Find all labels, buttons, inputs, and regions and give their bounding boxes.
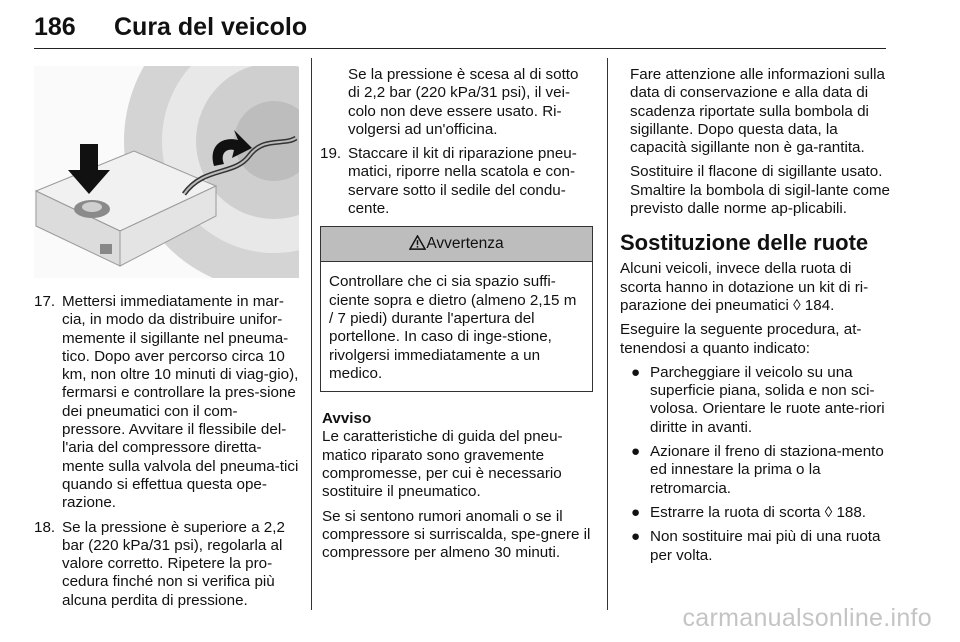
note-paragraph: Le caratteristiche di guida del pneu-matico riparato sono gravemente compromesse, per cui è necessario sostituire il pneumatico. bbox=[322, 428, 563, 501]
step-number: 18. bbox=[34, 518, 56, 536]
column-3 bbox=[620, 66, 890, 571]
list-item-text: Azionare il freno di staziona-mento ed innestare la prima o la retromarcia. bbox=[650, 443, 884, 497]
step-18-continuation: Se la pressione è scesa al di sotto di 2,2 bar (220 kPa/31 psi), il vei-colo non deve essere usato. Ri-volgersi ad un'officina. bbox=[348, 66, 579, 138]
list-item: ● Azionare il freno di staziona-mento ed innestare la prima o la retromarcia. bbox=[631, 443, 884, 497]
column-divider bbox=[607, 58, 608, 610]
step-text: Mettersi immediatamente in mar-cia, in modo da distribuire unifor-memente il sigillante nel pneuma-tico. Dopo aver percorso circa 10 km, non oltre 10 minuti di viag-gio), fermarsi e controllare la pres-sione dei pneumatici con il com-pressore. Avvitare il flessibile del-l'aria del compressore diretta-mente sulla valvola del pneuma-tici quando si effettua questa ope-razione. bbox=[62, 293, 299, 512]
list-item-text: Estrarre la ruota di scorta ◊ 188. bbox=[650, 503, 867, 521]
paragraph: Eseguire la seguente procedura, at-tenendosi a quanto indicato: bbox=[620, 321, 862, 357]
section-title: Sostituzione delle ruote bbox=[620, 230, 869, 256]
step-text: Staccare il kit di riparazione pneu-matici, riporre nella scatola e con-servare sotto il sedile del condu-cente. bbox=[348, 145, 577, 218]
paragraph: Fare attenzione alle informazioni sulla data di conservazione e alla data di scadenza riportate sulla bombola di sigillante. Dopo questa data, la capacità sigillante non è ga-rantita. bbox=[630, 66, 885, 157]
paragraph: Sostituire il flacone di sigillante usato. Smaltire la bombola di sigil-lante come previsto dalle norme ap-plicabili. bbox=[630, 163, 890, 218]
warning-box bbox=[320, 226, 593, 392]
warning-header bbox=[321, 227, 592, 262]
note-block bbox=[320, 410, 593, 562]
list-item-text: Parcheggiare il veicolo su una superficie piana, solida e non sci-volosa. Orientare le ruote ante-riori diritte in avanti. bbox=[650, 363, 885, 436]
column-divider bbox=[311, 58, 312, 610]
step-18 bbox=[34, 519, 299, 610]
note-paragraph: Se si sentono rumori anomali o se il compressore si surriscalda, spe-gnere il compressore per almeno 30 minuti. bbox=[322, 507, 591, 562]
compressor-illustration bbox=[34, 66, 299, 278]
step-number: 17. bbox=[34, 293, 56, 310]
watermark: carmanualsonline.info bbox=[682, 604, 932, 632]
step-19 bbox=[320, 145, 593, 218]
list-item-text: Non sostituire mai più di una ruota per volta. bbox=[650, 528, 881, 564]
note-title: Avviso bbox=[322, 410, 372, 428]
column-2 bbox=[320, 66, 593, 569]
page-header bbox=[34, 6, 886, 49]
column-1 bbox=[34, 293, 299, 616]
chapter-title: Cura del veicolo bbox=[114, 13, 308, 41]
step-17 bbox=[34, 293, 299, 513]
step-text: Se la pressione è superiore a 2,2 bar (220 kPa/31 psi), regolarla al valore corretto. Ripetere la pro-cedura finché non si verifica più alcuna perdita di pressione. bbox=[62, 518, 285, 609]
warning-text: Controllare che ci sia spazio suffi-ciente sopra e dietro (almeno 2,15 m / 7 piedi) durante l'apertura del portellone. In caso di inge-stione, rivolgersi immediatamente a un medico. bbox=[329, 273, 577, 382]
page-number: 186 bbox=[34, 13, 76, 41]
warning-triangle-icon bbox=[409, 235, 426, 250]
warning-title: Avvertenza bbox=[426, 235, 504, 253]
list-item: ● Estrarre la ruota di scorta ◊ 188. bbox=[631, 503, 867, 521]
step-number: 19. bbox=[320, 145, 342, 163]
paragraph: Alcuni veicoli, invece della ruota di scorta hanno in dotazione un kit di ri-parazione dei pneumatici ◊ 184. bbox=[620, 260, 869, 314]
list-item: ● Non sostituire mai più di una ruota per volta. bbox=[631, 528, 881, 564]
list-item: ● Parcheggiare il veicolo su una superficie piana, solida e non sci-volosa. Orientare le ruote ante-riori diritte in avanti. bbox=[631, 363, 885, 436]
